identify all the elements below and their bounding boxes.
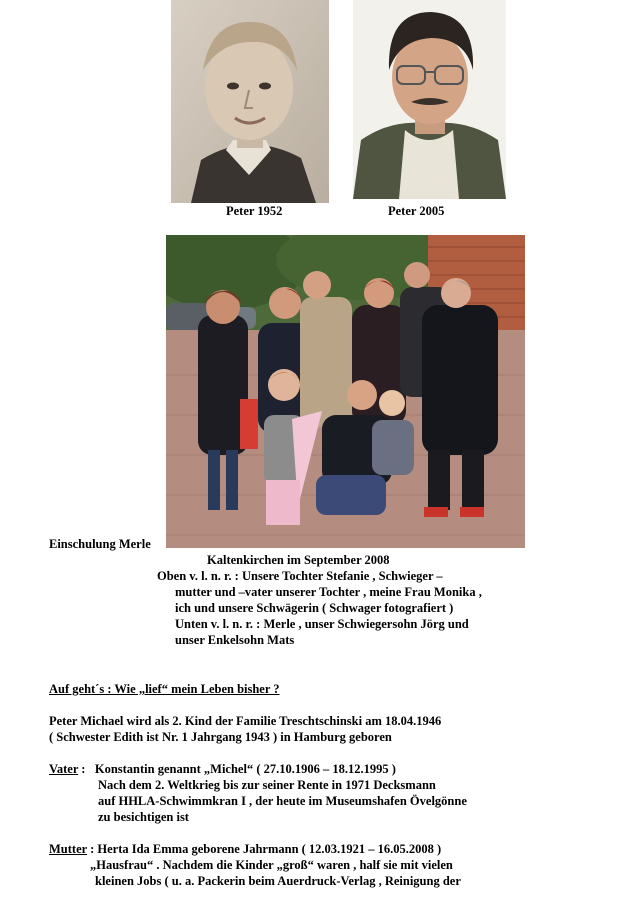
section-heading: Auf geht´s : Wie „lief“ mein Leben bisher ? [49, 682, 280, 696]
father-line-3: auf HHLA-Schwimmkran I , der heute im Museumshafen Övelgönne [98, 794, 467, 808]
group-caption-line-6: unser Enkelsohn Mats [175, 633, 295, 647]
father-separator: : [78, 762, 95, 776]
group-caption-line-2: Oben v. l. n. r. : Unsere Tochter Stefanie , Schwieger – [157, 569, 443, 583]
father-label: Vater [49, 762, 79, 776]
group-caption-line-3: mutter und –vater unserer Tochter , meine Frau Monika , [175, 585, 482, 599]
caption-peter-2005: Peter 2005 [388, 204, 445, 218]
group-caption-line-4: ich und unsere Schwägerin ( Schwager fotografiert ) [175, 601, 454, 615]
group-caption-line-1: Kaltenkirchen im September 2008 [207, 553, 390, 567]
mother-label: Mutter [49, 842, 87, 856]
photo-peter-1952 [171, 0, 329, 203]
father-name: Konstantin genannt „Michel“ ( 27.10.1906 – 18.12.1995 ) [94, 762, 396, 776]
group-photo-label: Einschulung Merle [49, 537, 151, 551]
intro-line-2: ( Schwester Edith ist Nr. 1 Jahrgang 1943 ) in Hamburg geboren [49, 730, 392, 744]
mother-line-1 [49, 842, 441, 857]
photo-peter-2005 [353, 0, 506, 199]
father-line-4: zu besichtigen ist [98, 810, 189, 824]
mother-line-3: kleinen Jobs ( u. a. Packerin beim Auerdruck-Verlag , Reinigung der [95, 874, 461, 888]
mother-line-2: „Hausfrau“ . Nachdem die Kinder „groß“ waren , half sie mit vielen [90, 858, 453, 872]
father-line-2: Nach dem 2. Weltkrieg bis zur seiner Rente in 1971 Decksmann [98, 778, 436, 792]
father-line-1 [49, 762, 396, 777]
intro-line-1: Peter Michael wird als 2. Kind der Familie Treschtschinski am 18.04.1946 [49, 714, 442, 728]
caption-peter-1952: Peter 1952 [226, 204, 283, 218]
photo-family-group [166, 235, 525, 548]
mother-name: Herta Ida Emma geborene Jahrmann ( 12.03.1921 – 16.05.2008 ) [97, 842, 442, 856]
group-caption-line-5: Unten v. l. n. r. : Merle , unser Schwiegersohn Jörg und [175, 617, 469, 631]
mother-separator: : [86, 842, 98, 856]
